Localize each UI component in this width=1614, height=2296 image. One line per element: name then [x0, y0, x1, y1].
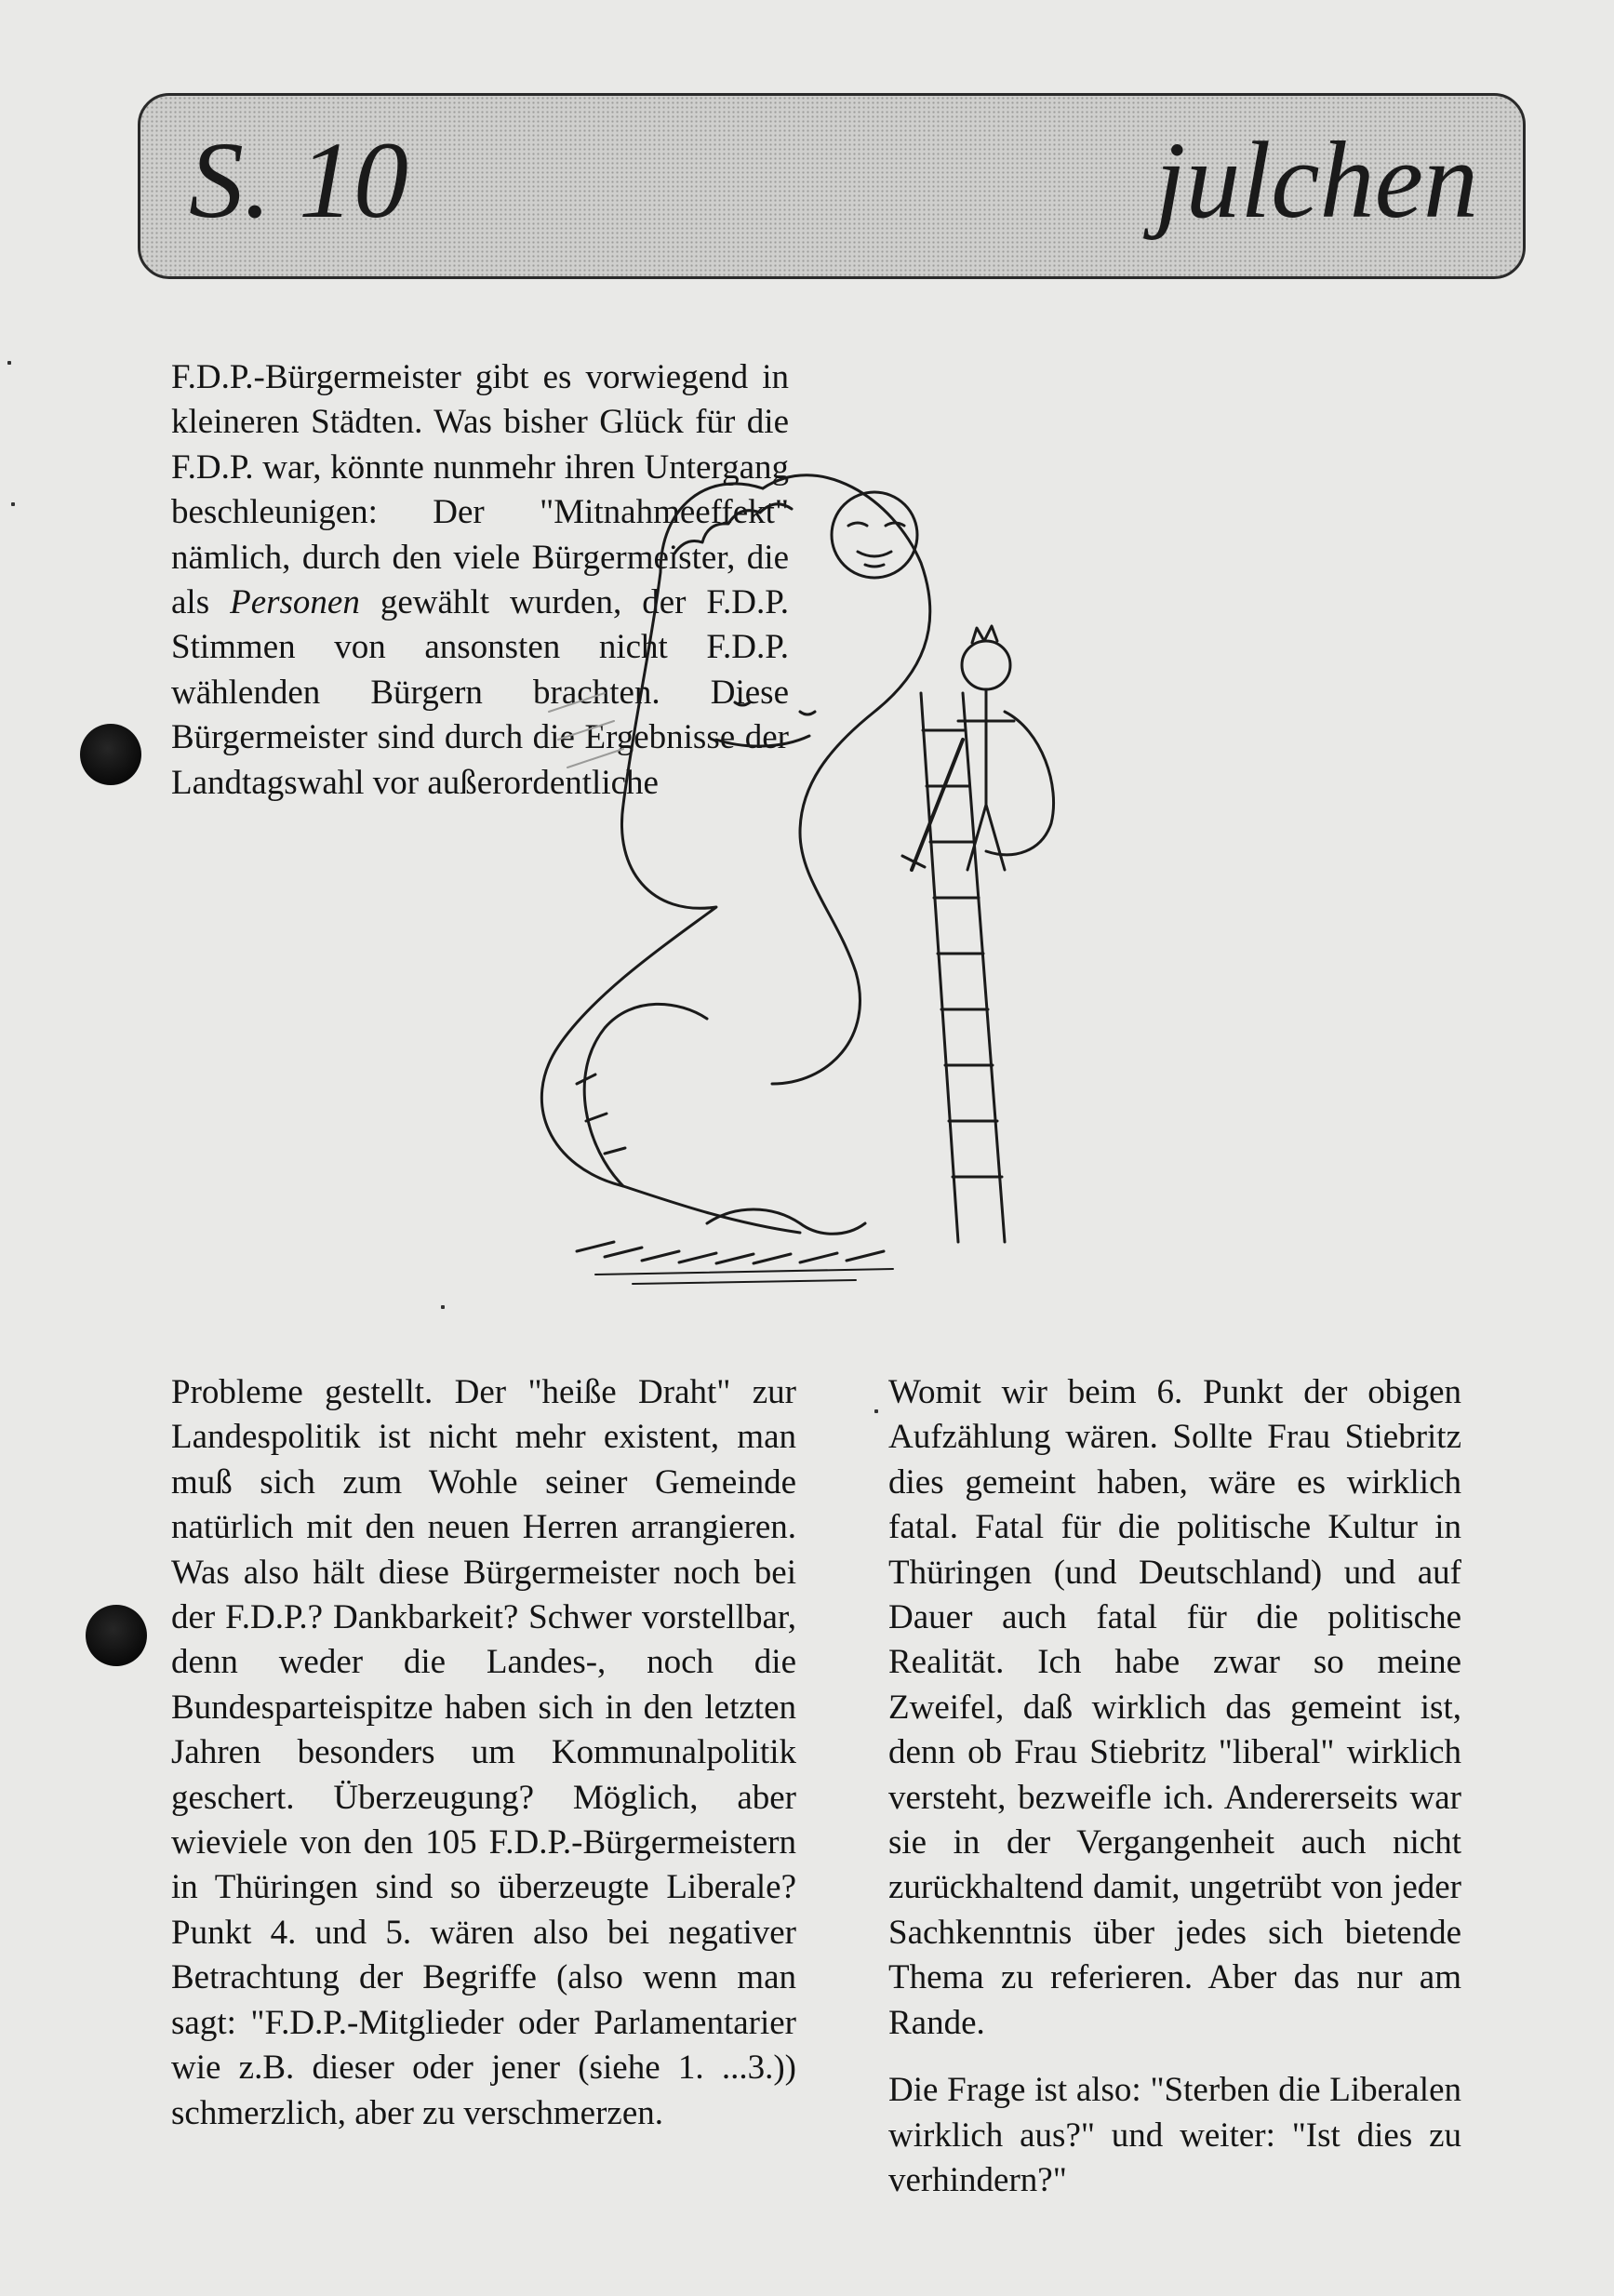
article-paragraph: Probleme gestellt. Der "heiße Draht" zur Landespolitik ist nicht mehr existent, man muß sich zum Wohle seiner Gemeinde natürlich mit den neuen Herren arrangieren. Was also hält diese Bürgermeister noch bei der F.D.P.? Dankbarkeit? Schwer vorstellbar, denn weder die Landes-, noch die Bundesparteispitze haben sich in den letzten Jahren besonders um Kommunalpolitik geschert. Überzeugung? Möglich, aber wieviele von den 105 F.D.P.-Bürgermeistern in Thüringen sind so überzeugte Liberale? Punkt 4. und 5. wären also bei negativer Betrachtung der Begriffe (also wenn man sagt: "F.D.P.-Mitglieder oder Parlamentarier wie z.B. dieser oder jener (siehe 1. ...3.)) schmerzlich, aber zu verschmerzen. [171, 1373, 796, 2132]
dinosaur-cartoon-icon [521, 433, 1414, 1316]
speck-icon [11, 502, 15, 506]
article-column-right [888, 1370, 1461, 2203]
page-number: S. 10 [189, 119, 408, 241]
text-run: gewählt wurden, der F.D.P. Stimmen von ansonsten nicht F.D.P. wählenden Bürgern brachten. Diese Bürgermeister sind durch die Ergebnisse der Landtagswahl vor außerordentliche [171, 583, 789, 802]
speck-icon [7, 361, 11, 365]
section-title: julchen [1154, 119, 1478, 241]
speck-icon [441, 1305, 445, 1309]
article-column-left-bottom [171, 1370, 796, 2136]
emphasis-text: Personen [230, 583, 360, 622]
text-run: F.D.P.-Bürgermeister gibt es vorwiegend in kleineren Städten. Was bisher Glück für die F.D.P. war, könnte nunmehr ihren Untergang beschleunigen: Der "Mitnahmeeffekt" nämlich, durch den viele Bürgermeister, die als [171, 358, 789, 622]
page-header [138, 93, 1526, 279]
article-paragraph: Die Frage ist also: "Sterben die Liberalen wirklich aus?" und weiter: "Ist dies zu verhindern?" [888, 2071, 1461, 2199]
punch-hole-icon [80, 724, 141, 785]
punch-hole-icon [86, 1605, 147, 1666]
article-paragraph: Womit wir beim 6. Punkt der obigen Aufzählung wären. Sollte Frau Stiebritz dies gemeint haben, wäre es wirklich fatal. Fatal für die politische Kultur in Thüringen (und Deutschland) und auf Dauer auch fatal für die politische Realität. Ich habe zwar so meine Zweifel, daß wirklich das gemeint ist, denn ob Frau Stiebritz "liberal" wirklich versteht, bezweifle ich. Andererseits war sie in der Vergangenheit auch nicht zurückhaltend damit, ungetrübt von jeder Sachkenntnis über jedes sich bietende Thema zu referieren. Aber das nur am Rande. [888, 1373, 1461, 2042]
speck-icon [874, 1409, 878, 1413]
